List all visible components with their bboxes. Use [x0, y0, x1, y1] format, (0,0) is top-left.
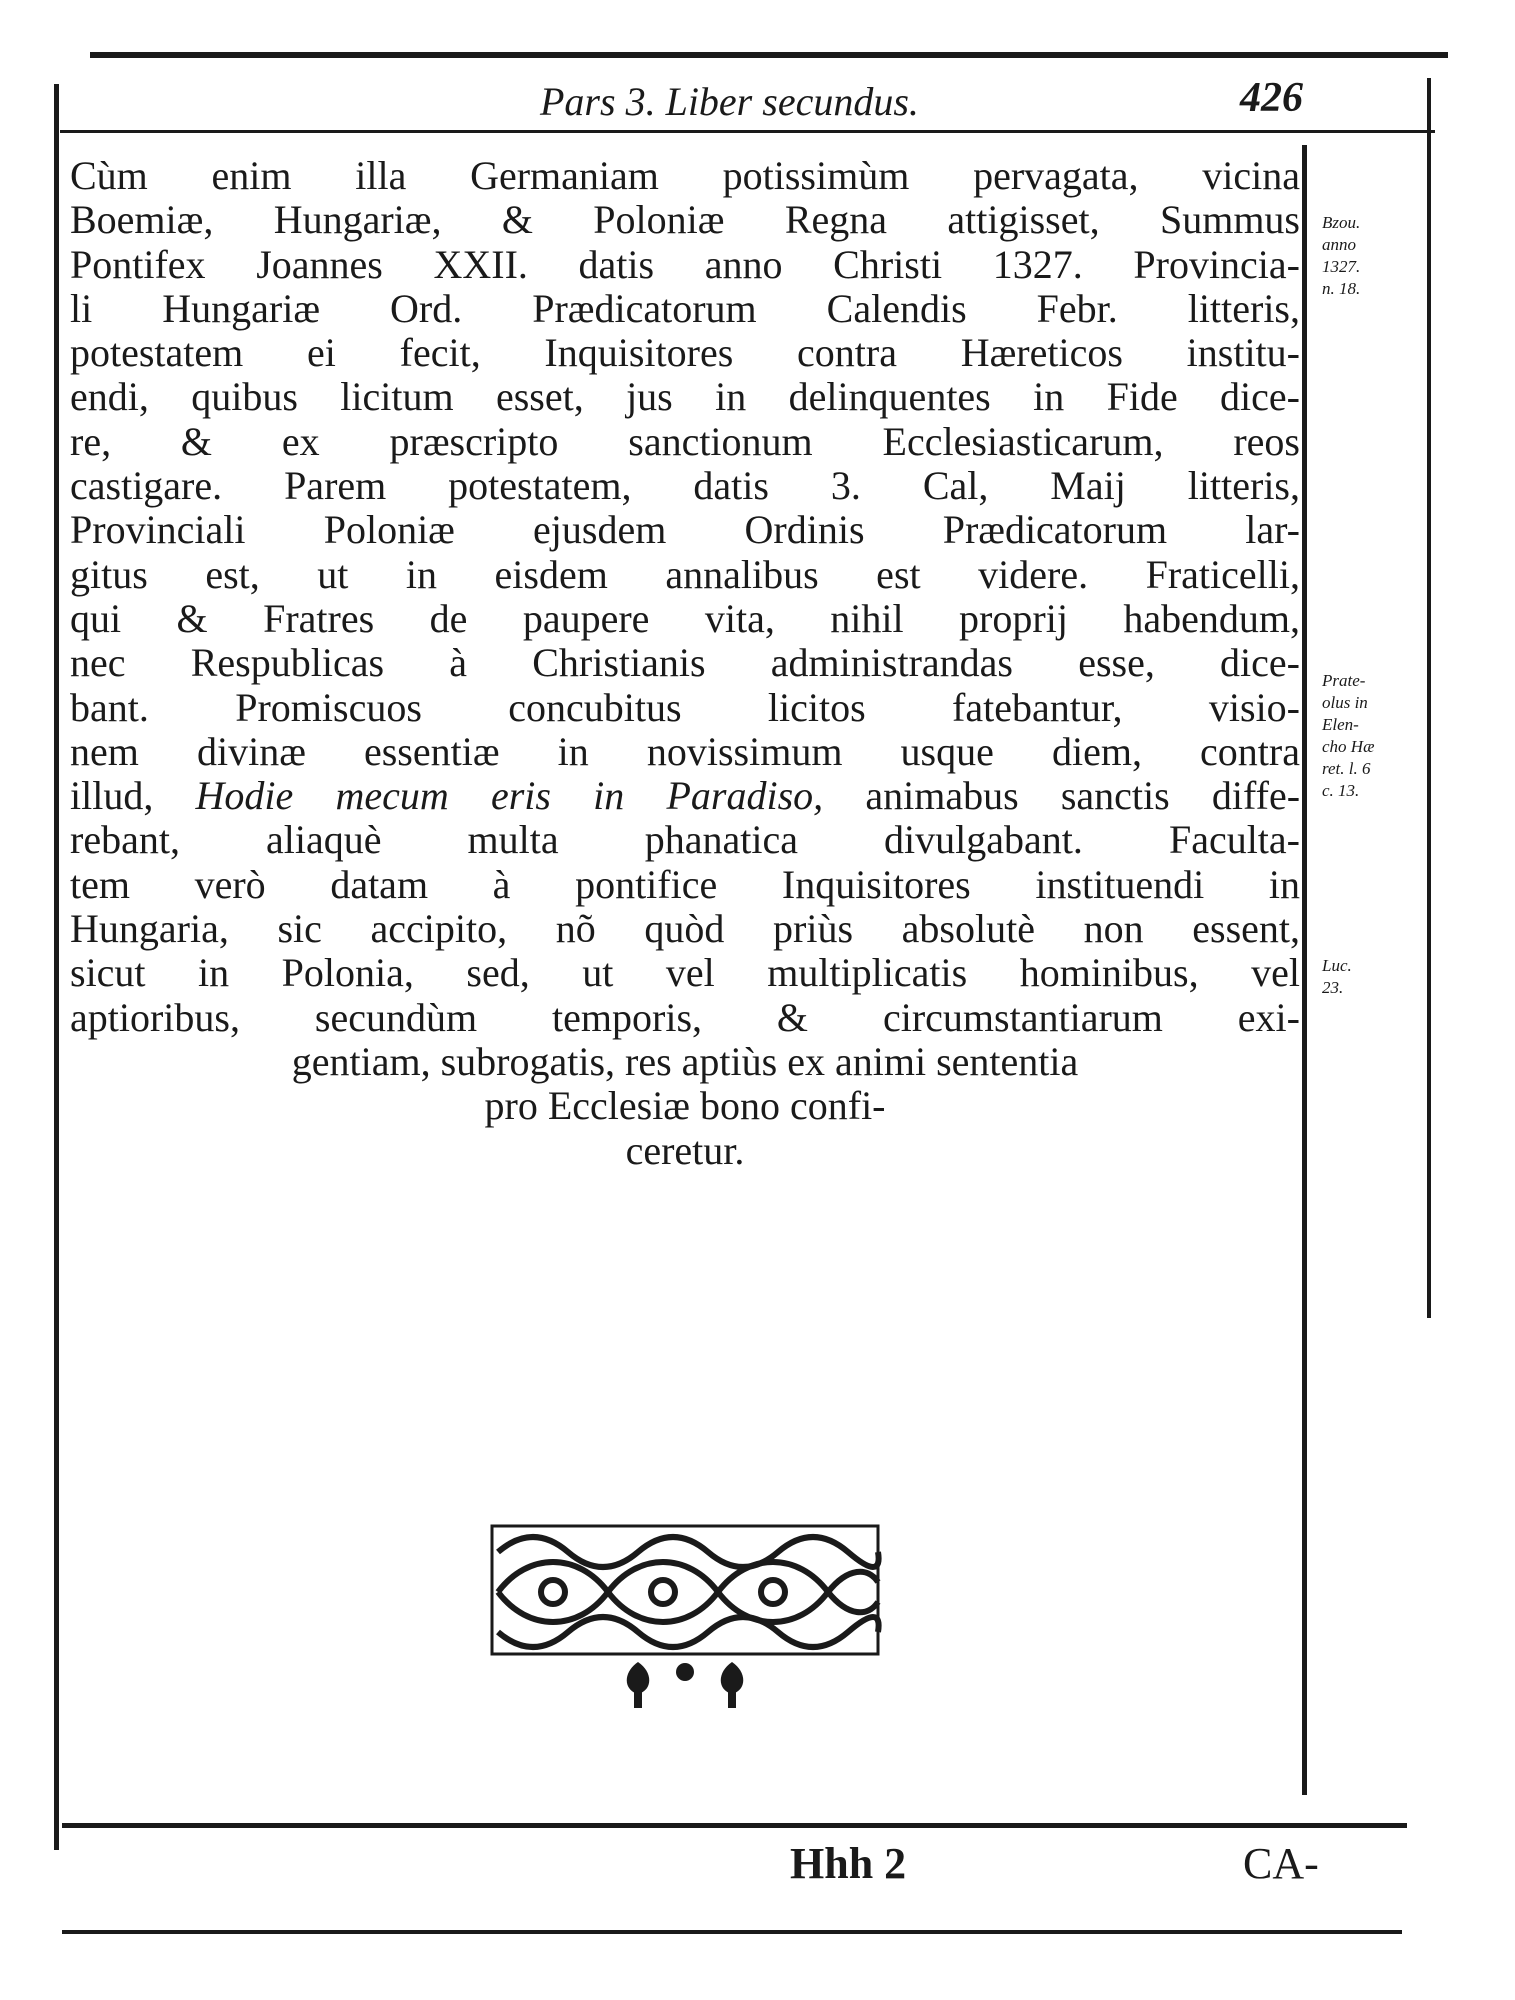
text-line-1: Cùm enim illa Germaniam potissimùm pervagata, vicina	[70, 153, 1300, 198]
running-title: Pars 3. Liber secundus.	[540, 79, 919, 124]
margin-note-line: 23.	[1322, 978, 1344, 997]
margin-note-line: 1327.	[1322, 257, 1361, 276]
margin-note-line: n. 18.	[1322, 279, 1361, 298]
text-line-2: Boemiæ, Hungariæ, & Poloniæ Regna attigisset, Summus	[70, 197, 1300, 243]
text-line-7: re, & ex præscripto sanctionum Ecclesiasticarum, reos	[70, 418, 1300, 464]
header-underline-rule	[60, 130, 1435, 133]
text-line-18: Hungaria, sic accipito, nõ quòd priùs absolutè non essent,	[70, 906, 1300, 952]
text-line-11: qui & Fratres de paupere vita, nihil proprij habendum,	[70, 595, 1300, 641]
text-line-8: castigare. Parem potestatem, datis 3. Cal, Maij litteris,	[70, 463, 1300, 509]
text-line-16: rebant, aliaquè multa phanatica divulgabant. Facultа-	[70, 817, 1300, 863]
text-line-3: Pontifex Joannes XXII. datis anno Christi 1327. Provincia-	[70, 241, 1300, 287]
footer-rule-upper	[62, 1823, 1407, 1828]
text-line-21: gentiam, subrogatis, res aptiùs ex animi sententia	[291, 1038, 1079, 1084]
margin-note-line: ret. l. 6	[1322, 759, 1371, 778]
margin-note-line: Luc.	[1322, 956, 1352, 975]
signature-mark: Hhh 2	[790, 1839, 907, 1888]
margin-note-baronius	[1322, 212, 1392, 300]
catchword: CA-	[1243, 1839, 1319, 1888]
text-segment: animabus sanctis diffe-	[865, 773, 1301, 819]
text-line-13: bant. Promiscuos concubitus licitos fatebantur, visio-	[70, 684, 1300, 730]
text-line-22: pro Ecclesiæ bono confi-	[484, 1083, 886, 1129]
text-segment: illud,	[70, 773, 154, 819]
text-line-20: aptioribus, secundùm temporis, & circumstantiarum exi-	[70, 994, 1300, 1040]
text-line-10: gitus est, ut in eisdem annalibus est videre. Fraticelli,	[70, 551, 1300, 597]
margin-note-line: Elen-	[1322, 715, 1359, 734]
margin-note-luke	[1322, 955, 1392, 999]
text-line-23: ceretur.	[625, 1127, 745, 1173]
body-text	[70, 154, 1300, 1173]
margin-note-line: olus in	[1322, 693, 1368, 712]
text-line-12: nec Respublicas à Christianis administrandas esse, dice-	[70, 640, 1300, 686]
text-line-9: Provinciali Poloniæ ejusdem Ordinis Prædicatorum lar-	[70, 507, 1300, 553]
text-line-17: tem verò datam à pontifice Inquisitores instituendi in	[70, 861, 1300, 907]
text-line-19: sicut in Polonia, sed, ut vel multiplicatis hominibus, vel	[70, 950, 1300, 996]
margin-note-prateolus	[1322, 670, 1392, 802]
text-line-6: endi, quibus licitum esset, jus in delinquentes in Fide dice-	[70, 374, 1300, 420]
text-line-15	[70, 774, 1300, 818]
italic-quotation: Hodie mecum eris in Paradiso,	[195, 773, 824, 819]
footer-rule-lower	[62, 1930, 1402, 1934]
margin-note-line: Prate-	[1322, 671, 1366, 690]
text-line-5: potestatem ei fecit, Inquisitores contra Hæreticos institu-	[70, 330, 1300, 376]
margin-note-line: c. 13.	[1322, 781, 1360, 800]
margin-note-line: Bzou.	[1322, 213, 1361, 232]
page-number: 426	[1240, 75, 1303, 121]
text-line-14: nem divinæ essentiæ in novissimum usque diem, contra	[70, 728, 1300, 774]
right-border-rule	[1427, 78, 1431, 1318]
margin-note-line: cho Hæ	[1322, 737, 1375, 756]
left-border-rule	[54, 84, 59, 1850]
margin-note-line: anno	[1322, 235, 1356, 254]
text-line-4: li Hungariæ Ord. Prædicatorum Calendis Febr. litteris,	[70, 285, 1300, 331]
top-border-rule	[90, 52, 1448, 58]
margin-column-rule	[1302, 145, 1307, 1795]
printers-ornament	[488, 1522, 882, 1712]
